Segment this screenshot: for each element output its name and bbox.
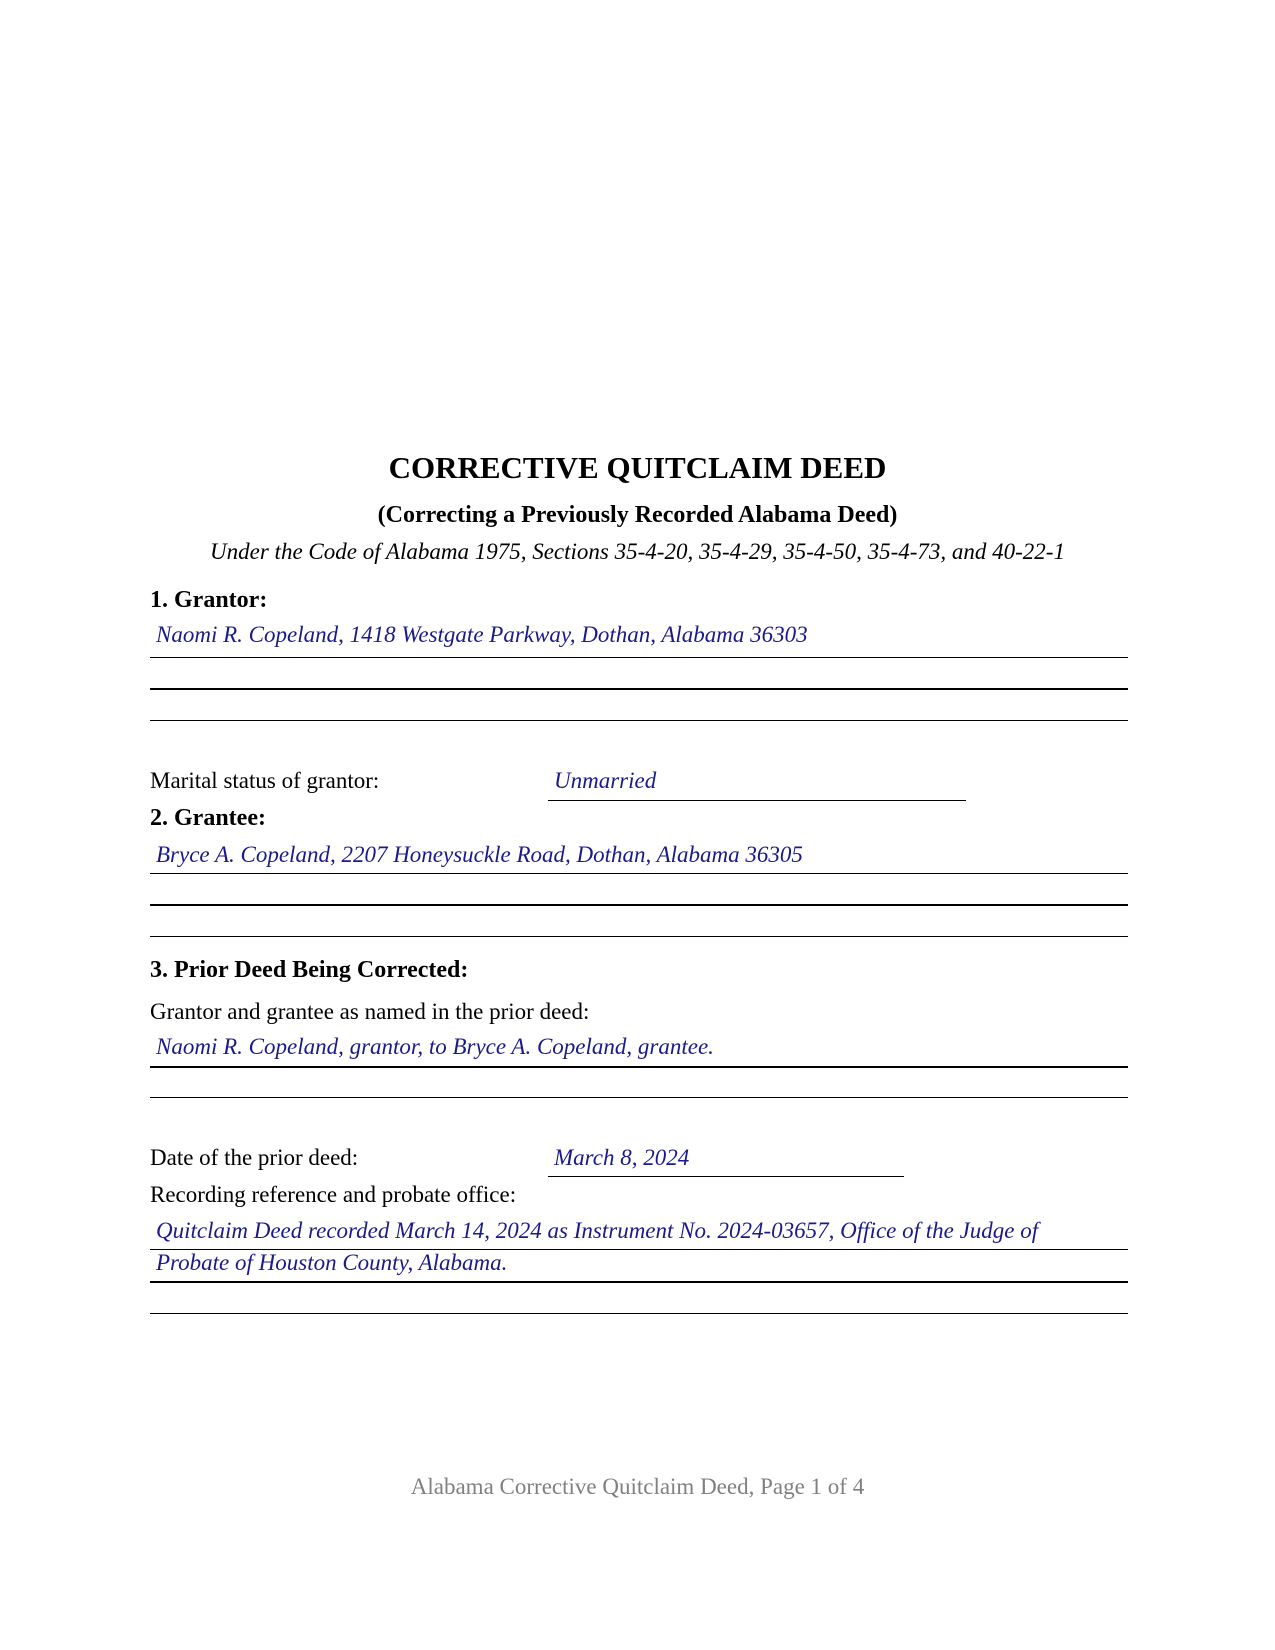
grantee-line-2 xyxy=(150,904,1128,906)
grantor-line-1 xyxy=(150,657,1128,658)
recording-label: Recording reference and probate office: xyxy=(150,1182,517,1207)
statute-reference: Under the Code of Alabama 1975, Sections 35-4-20, 35-4-29, 35-4-50, 35-4-73, and 40-22-1 xyxy=(210,539,1065,564)
prior-date-label: Date of the prior deed: xyxy=(150,1145,359,1170)
grantor-field[interactable]: Naomi R. Copeland, 1418 Westgate Parkway, Dothan, Alabama 36303 xyxy=(156,622,808,647)
document-title: CORRECTIVE QUITCLAIM DEED xyxy=(388,450,887,485)
grantor-heading: 1. Grantor: xyxy=(150,587,268,613)
prior-deed-heading: 3. Prior Deed Being Corrected: xyxy=(150,957,469,983)
marital-status-label: Marital status of grantor: xyxy=(150,768,380,793)
recording-line-3 xyxy=(150,1313,1128,1314)
prior-parties-field[interactable]: Naomi R. Copeland, grantor, to Bryce A. Copeland, grantee. xyxy=(156,1034,714,1059)
grantee-line-3 xyxy=(150,936,1128,937)
grantor-line-3 xyxy=(150,720,1128,721)
grantee-heading: 2. Grantee: xyxy=(150,805,266,831)
recording-field-line-1[interactable]: Quitclaim Deed recorded March 14, 2024 as Instrument No. 2024-03657, Office of the Judge of xyxy=(156,1218,1039,1243)
recording-field-line-2[interactable]: Probate of Houston County, Alabama. xyxy=(156,1250,508,1275)
marital-status-field[interactable]: Unmarried xyxy=(554,768,657,793)
grantee-field[interactable]: Bryce A. Copeland, 2207 Honeysuckle Road, Dothan, Alabama 36305 xyxy=(156,842,803,867)
document-subtitle: (Correcting a Previously Recorded Alabama Deed) xyxy=(377,502,898,528)
prior-date-field[interactable]: March 8, 2024 xyxy=(554,1145,690,1170)
prior-parties-line-2 xyxy=(150,1097,1128,1098)
grantee-line-1 xyxy=(150,873,1128,874)
prior-date-line xyxy=(548,1176,904,1177)
prior-parties-line-1 xyxy=(150,1066,1128,1068)
marital-status-line xyxy=(548,800,966,801)
prior-parties-label: Grantor and grantee as named in the prior deed: xyxy=(150,999,590,1024)
grantor-line-2 xyxy=(150,688,1128,690)
page-footer: Alabama Corrective Quitclaim Deed, Page 1 of 4 xyxy=(410,1474,865,1499)
recording-line-2 xyxy=(150,1281,1128,1283)
